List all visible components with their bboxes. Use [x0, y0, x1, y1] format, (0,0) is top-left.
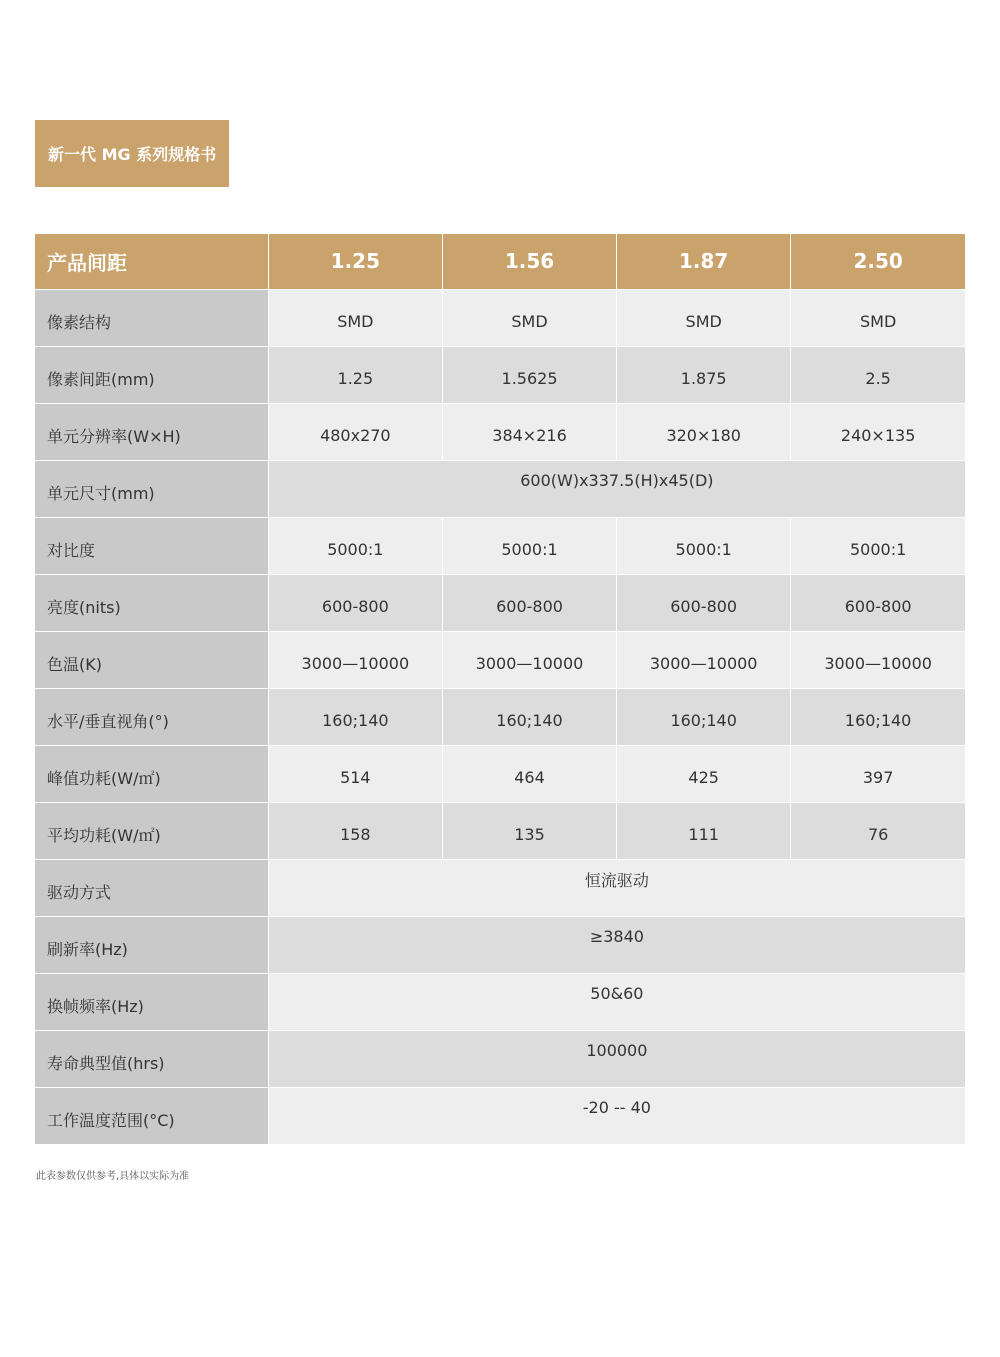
- row-label-text: 工作温度范围(°C): [47, 1111, 175, 1130]
- cell-value: 160;140: [844, 711, 912, 730]
- column-header: 1.25: [268, 234, 442, 289]
- header-label: 产品间距: [35, 234, 268, 289]
- table-row: [35, 1030, 965, 1087]
- cell-value: SMD: [511, 312, 548, 331]
- cell-value: 135: [514, 825, 545, 844]
- row-label: [35, 802, 268, 859]
- page-title: 新一代 MG 系列规格书: [35, 120, 229, 187]
- value-cell: [268, 574, 442, 631]
- value-cell: [791, 517, 965, 574]
- table-row: [35, 688, 965, 745]
- column-header: 1.56: [442, 234, 616, 289]
- cell-value: 2.5: [865, 369, 891, 388]
- value-cell: [442, 745, 616, 802]
- value-cell: [442, 346, 616, 403]
- column-header: 1.87: [617, 234, 791, 289]
- cell-value: 3000—10000: [649, 654, 758, 673]
- footnote: 此表参数仅供参考,具体以实际为准: [36, 1171, 190, 1182]
- row-label: [35, 517, 268, 574]
- value-cell: [791, 403, 965, 460]
- row-label: [35, 688, 268, 745]
- cell-value: 1.25: [337, 369, 374, 388]
- cell-value: 1.5625: [501, 369, 558, 388]
- value-cell: [268, 745, 442, 802]
- table-header-row: [35, 234, 965, 289]
- cell-value: 50&60: [590, 984, 644, 1003]
- table-row: [35, 289, 965, 346]
- value-cell: [617, 631, 791, 688]
- cell-value: 384×216: [492, 426, 567, 445]
- table-row: [35, 1087, 965, 1144]
- value-cell: [617, 517, 791, 574]
- cell-value: 100000: [586, 1041, 648, 1060]
- value-cell: [791, 688, 965, 745]
- cell-value: 600-800: [321, 597, 389, 616]
- table-row: [35, 802, 965, 859]
- row-label: [35, 346, 268, 403]
- row-label-text: 驱动方式: [47, 883, 112, 902]
- value-cell: [442, 517, 616, 574]
- row-label-text: 水平/垂直视角(°): [47, 712, 169, 731]
- value-cell: [442, 802, 616, 859]
- cell-value: -20 -- 40: [582, 1098, 651, 1117]
- value-cell: [791, 745, 965, 802]
- row-label-text: 色温(K): [47, 655, 102, 674]
- value-cell: [617, 289, 791, 346]
- spanning-value-cell: [268, 1030, 965, 1087]
- value-cell: [617, 403, 791, 460]
- row-label-text: 寿命典型值(hrs): [47, 1054, 165, 1073]
- cell-value: 3000—10000: [475, 654, 584, 673]
- cell-value: 恒流驱动: [584, 871, 649, 890]
- value-cell: [268, 289, 442, 346]
- value-cell: [617, 574, 791, 631]
- cell-value: 464: [514, 768, 545, 787]
- spanning-value-cell: [268, 916, 965, 973]
- spanning-value-cell: [268, 859, 965, 916]
- value-cell: [617, 802, 791, 859]
- value-cell: [268, 802, 442, 859]
- row-label: [35, 289, 268, 346]
- cell-value: 600-800: [496, 597, 563, 616]
- cell-value: 5000:1: [675, 540, 732, 559]
- cell-value: 600(W)x337.5(H)x45(D): [520, 471, 714, 490]
- column-header: 2.50: [791, 234, 965, 289]
- cell-value: 5000:1: [849, 540, 907, 559]
- value-cell: [791, 802, 965, 859]
- cell-value: 160;140: [496, 711, 563, 730]
- cell-value: 5000:1: [327, 540, 384, 559]
- cell-value: 76: [867, 825, 889, 844]
- row-label-text: 刷新率(Hz): [47, 940, 128, 959]
- row-label: [35, 916, 268, 973]
- value-cell: [268, 688, 442, 745]
- table-row: [35, 346, 965, 403]
- row-label-text: 换帧频率(Hz): [47, 997, 144, 1016]
- spanning-value-cell: [268, 1087, 965, 1144]
- cell-value: 425: [688, 768, 719, 787]
- row-label: [35, 574, 268, 631]
- value-cell: [268, 631, 442, 688]
- table-row: [35, 403, 965, 460]
- value-cell: [442, 631, 616, 688]
- value-cell: [268, 346, 442, 403]
- cell-value: 514: [340, 768, 371, 787]
- value-cell: [442, 289, 616, 346]
- row-label-text: 对比度: [47, 541, 96, 560]
- table-row: [35, 973, 965, 1030]
- cell-value: 158: [340, 825, 371, 844]
- table-row: [35, 859, 965, 916]
- value-cell: [268, 403, 442, 460]
- value-cell: [617, 346, 791, 403]
- row-label: [35, 631, 268, 688]
- table-row: [35, 460, 965, 517]
- value-cell: [791, 574, 965, 631]
- row-label: [35, 973, 268, 1030]
- value-cell: [442, 688, 616, 745]
- value-cell: [442, 403, 616, 460]
- value-cell: [617, 745, 791, 802]
- row-label: [35, 460, 268, 517]
- row-label: [35, 859, 268, 916]
- cell-value: 5000:1: [501, 540, 558, 559]
- cell-value: 240×135: [840, 426, 916, 445]
- cell-value: 1.875: [680, 369, 727, 388]
- cell-value: SMD: [685, 312, 722, 331]
- table-row: [35, 631, 965, 688]
- cell-value: 480x270: [320, 426, 391, 445]
- value-cell: [617, 688, 791, 745]
- spanning-value-cell: [268, 460, 965, 517]
- cell-value: 3000—10000: [824, 654, 932, 673]
- cell-value: 397: [862, 768, 894, 787]
- table-body: [35, 289, 965, 1144]
- row-label: [35, 1087, 268, 1144]
- cell-value: SMD: [859, 312, 897, 331]
- cell-value: 320×180: [666, 426, 741, 445]
- value-cell: [791, 289, 965, 346]
- cell-value: 111: [688, 825, 719, 844]
- row-label-text: 单元尺寸(mm): [47, 484, 155, 503]
- row-label-text: 像素间距(mm): [47, 370, 155, 389]
- row-label-text: 平均功耗(W/㎡): [47, 826, 161, 845]
- row-label: [35, 1030, 268, 1087]
- cell-value: 600-800: [844, 597, 912, 616]
- table-row: [35, 517, 965, 574]
- row-label-text: 亮度(nits): [47, 598, 121, 617]
- value-cell: [442, 574, 616, 631]
- cell-value: 160;140: [322, 711, 389, 730]
- table-row: [35, 745, 965, 802]
- row-label: [35, 403, 268, 460]
- table-row: [35, 916, 965, 973]
- cell-value: SMD: [337, 312, 374, 331]
- cell-value: 600-800: [670, 597, 738, 616]
- spec-table: [35, 234, 965, 1145]
- table-row: [35, 574, 965, 631]
- row-label-text: 单元分辨率(W×H): [47, 427, 181, 446]
- value-cell: [268, 517, 442, 574]
- row-label-text: 像素结构: [47, 313, 112, 332]
- cell-value: ≥3840: [589, 927, 644, 946]
- spanning-value-cell: [268, 973, 965, 1030]
- value-cell: [791, 346, 965, 403]
- cell-value: 160;140: [670, 711, 737, 730]
- value-cell: [791, 631, 965, 688]
- row-label: [35, 745, 268, 802]
- row-label-text: 峰值功耗(W/㎡): [47, 769, 161, 788]
- cell-value: 3000—10000: [301, 654, 410, 673]
